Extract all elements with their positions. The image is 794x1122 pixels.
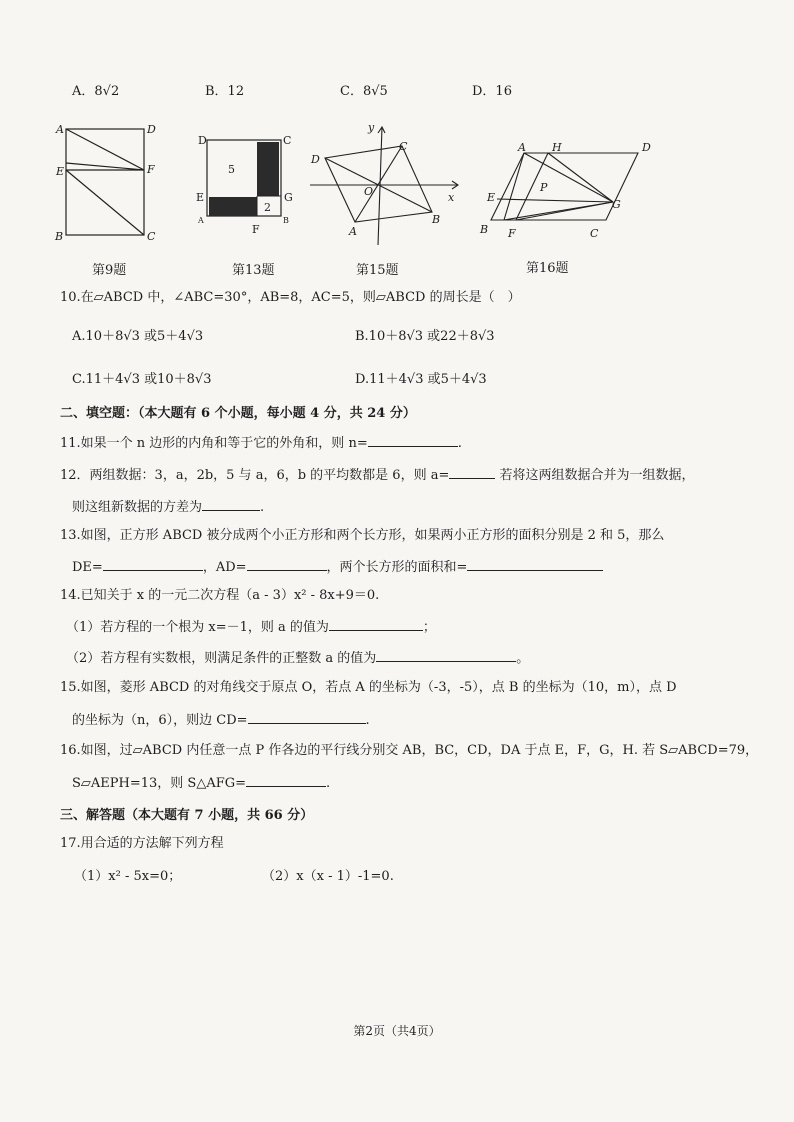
q11-blank[interactable]	[368, 433, 458, 447]
q14-part1-text: （1）若方程的一个根为 x=－1，则 a 的值为	[66, 620, 329, 635]
q15-text: 的坐标为（n，6），则边 CD=	[72, 713, 248, 728]
q14-stem: 14.已知关于 x 的一元二次方程（a - 3）x² - 8x+9＝0.	[60, 588, 380, 603]
q9-option-c: C．8√5	[340, 84, 388, 99]
q10-option-b: B.10＋8√3 或22＋8√3	[355, 329, 495, 344]
caption-q9: 第9题	[92, 263, 127, 278]
q14-part1	[66, 617, 436, 637]
fig9-label-d: D	[147, 123, 156, 136]
fig16-label-e: E	[487, 191, 496, 204]
fig16-label-h: H	[552, 141, 562, 154]
figure-q9	[66, 129, 144, 235]
q9-option-b: B．12	[205, 84, 245, 99]
q13-ad: ，AD=	[202, 560, 247, 575]
q11-end: .	[457, 436, 462, 451]
q10-option-a: A.10＋8√3 或5＋4√3	[72, 329, 204, 344]
q17-part1: （1）x² - 5x=0；	[74, 869, 182, 884]
fig15-label-o: O	[364, 185, 374, 198]
section-fill-blank-heading: 二、填空题：（本大题有 6 个小题，每小题 4 分，共 24 分）	[60, 406, 416, 421]
q13-line2	[72, 557, 603, 577]
fig13-label-c: C	[283, 134, 292, 147]
fig16-label-g: G	[612, 198, 621, 211]
fig9-label-b: B	[55, 230, 64, 243]
caption-q13: 第13题	[232, 263, 275, 278]
fig9-label-f: F	[147, 163, 155, 176]
figures-row	[0, 115, 794, 275]
section-answer-heading: 三、解答题（本大题有 7 小题，共 66 分）	[60, 808, 314, 823]
q15-line1: 15.如图，菱形 ABCD 的对角线交于原点 O，若点 A 的坐标为（-3，-5），点 B 的坐标为（10，m），点 D	[60, 680, 677, 695]
fig16-label-b: B	[480, 223, 489, 236]
q14-part2-end: 。	[516, 651, 530, 666]
q15-blank[interactable]	[248, 710, 366, 724]
fig15-label-c: C	[399, 140, 408, 153]
caption-q16: 第16题	[526, 261, 569, 276]
fig13-area-2: 2	[264, 201, 271, 214]
fig15-label-y: y	[368, 121, 375, 134]
q13-blank-de[interactable]	[103, 557, 203, 571]
fig16-label-d: D	[642, 141, 651, 154]
q14-part2-text: （2）若方程有实数根，则满足条件的正整数 a 的值为	[66, 651, 377, 666]
q10-stem: 10.在▱ABCD 中，∠ABC=30°，AB=8，AC=5，则▱ABCD 的周长是（ ）	[60, 290, 521, 305]
q16-text: S▱AEPH=13，则 S△AFG=	[72, 776, 247, 791]
q13-blank-ad[interactable]	[247, 557, 327, 571]
fig13-label-d: D	[198, 134, 207, 147]
q14-part1-end: ；	[422, 620, 436, 635]
q12-line2	[72, 497, 264, 517]
fig13-label-b: B	[283, 216, 289, 225]
q10-option-d: D.11＋4√3 或5＋4√3	[355, 372, 487, 387]
q12-line1	[60, 465, 695, 485]
fig9-label-e: E	[56, 165, 65, 178]
fig16-label-f: F	[508, 227, 516, 240]
q16-line1: 16.如图，过▱ABCD 内任意一点 P 作各边的平行线分别交 AB，BC，CD，DA 于点 E，F，G，H. 若 S▱ABCD=79，	[60, 743, 759, 758]
page-number-footer: 第2页（共4页）	[353, 1024, 441, 1038]
q12-end: .	[260, 500, 265, 515]
q11	[60, 433, 462, 453]
q15-line2	[72, 710, 370, 730]
fig16-label-c: C	[590, 227, 599, 240]
q14-blank-2[interactable]	[376, 648, 516, 662]
q13-blank-area[interactable]	[467, 557, 603, 571]
q16-end: .	[326, 776, 331, 791]
q11-text: 11.如果一个 n 边形的内角和等于它的外角和，则 n=	[60, 436, 368, 451]
fig9-label-a: A	[56, 123, 64, 136]
fig15-label-x: x	[448, 191, 455, 204]
fig13-label-g: G	[284, 191, 293, 204]
q12-blank-variance[interactable]	[202, 497, 260, 511]
fig15-label-d: D	[311, 153, 320, 166]
q17-part2: （2）x（x - 1）-1=0.	[262, 869, 394, 884]
fig16-label-p: P	[540, 181, 548, 194]
q9-option-a: A．8√2	[72, 84, 120, 99]
q16-line2	[72, 773, 330, 793]
q13-line1: 13.如图，正方形 ABCD 被分成两个小正方形和两个长方形，如果两小正方形的面积分别是 2 和 5，那么	[60, 528, 665, 543]
fig13-label-a: A	[198, 216, 204, 225]
q17-stem: 17.用合适的方法解下列方程	[60, 836, 224, 851]
q12-text-a: 12．两组数据：3，a，2b，5 与 a，6，b 的平均数都是 6，则 a=	[60, 468, 450, 483]
q13-de: DE=	[72, 560, 103, 575]
q15-end: .	[365, 713, 370, 728]
fig13-label-f: F	[252, 223, 260, 236]
q9-option-d: D．16	[472, 84, 512, 99]
q10-option-c: C.11＋4√3 或10＋8√3	[72, 372, 212, 387]
fig16-label-a: A	[518, 141, 526, 154]
fig15-label-b: B	[432, 213, 441, 226]
fig9-label-c: C	[147, 230, 156, 243]
q13-area: ，两个长方形的面积和=	[326, 560, 468, 575]
q12-text-c: 则这组新数据的方差为	[72, 500, 203, 515]
q14-part2	[66, 648, 529, 668]
figure-q15	[310, 127, 458, 245]
q14-blank-1[interactable]	[329, 617, 423, 631]
fig13-area-5: 5	[228, 163, 235, 176]
caption-q15: 第15题	[356, 263, 399, 278]
fig15-label-a: A	[349, 225, 357, 238]
q12-text-b: 若将这两组数据合并为一组数据，	[495, 468, 695, 483]
q16-blank[interactable]	[246, 773, 326, 787]
q12-blank-a[interactable]	[449, 465, 495, 479]
fig13-label-e: E	[196, 191, 205, 204]
